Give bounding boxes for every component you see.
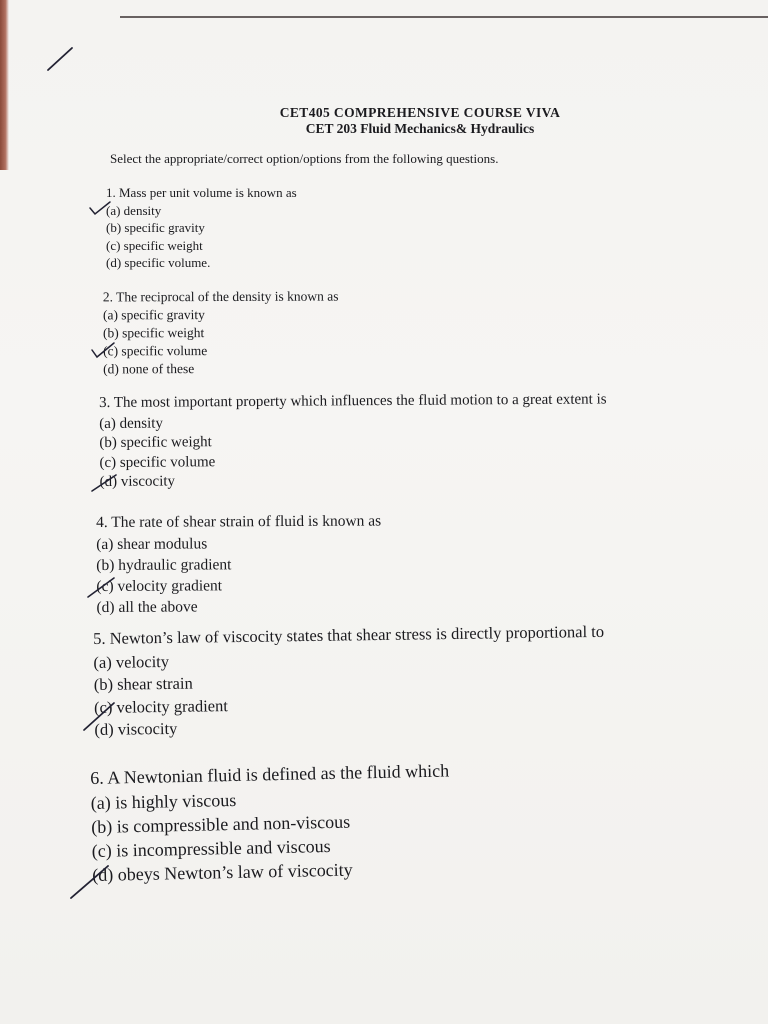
question-text: 4. The rate of shear strain of fluid is known as	[96, 512, 382, 531]
option-d: (d) specific volume.	[106, 255, 211, 270]
option-d: (d) none of these	[103, 361, 195, 377]
option-c: (c) specific volume	[99, 453, 216, 471]
question-text: 5. Newton’s law of viscocity states that shear stress is directly proportional to	[93, 621, 605, 648]
option-c: (c) is incompressible and viscous	[91, 835, 331, 861]
question-6	[90, 758, 451, 886]
option-d: (d) all the above	[96, 598, 198, 616]
option-d: (d) viscocity	[94, 718, 178, 739]
option-c: (c) velocity gradient	[93, 695, 229, 717]
option-a: (a) specific gravity	[102, 307, 205, 323]
option-d: (d) viscocity	[99, 473, 176, 490]
document-subtitle: CET 203 Fluid Mechanics& Hydraulics	[305, 121, 535, 136]
option-a: (a) shear modulus	[96, 535, 208, 553]
page-edge-left	[0, 0, 9, 170]
question-3	[99, 390, 607, 492]
instruction-text: Select the appropriate/correct option/options from the following questions.	[110, 151, 499, 166]
page-edge-top	[120, 16, 768, 18]
question-text: 6. A Newtonian fluid is defined as the fluid which	[90, 760, 450, 788]
option-c: (c) specific weight	[106, 237, 203, 253]
option-a: (a) velocity	[93, 651, 170, 672]
question-2	[103, 288, 339, 379]
question-text: 1. Mass per unit volume is known as	[106, 185, 297, 200]
question-text: 3. The most important property which influences the fluid motion to a great extent is	[99, 391, 607, 411]
option-a: (a) is highly viscous	[90, 789, 237, 813]
option-b: (b) is compressible and non-viscous	[91, 811, 351, 837]
pen-stroke-mark	[44, 44, 78, 74]
answer-check-mark-q3	[90, 473, 118, 495]
answer-check-mark-q1	[88, 200, 112, 218]
option-b: (b) specific weight	[99, 434, 212, 451]
answer-check-mark-q5	[82, 700, 116, 734]
answer-check-mark-q6	[68, 862, 110, 902]
option-a: (a) density	[99, 415, 163, 432]
question-4	[96, 511, 382, 618]
option-b: (b) hydraulic gradient	[96, 556, 232, 574]
option-b: (b) shear strain	[93, 673, 193, 694]
question-1	[106, 184, 297, 272]
option-c: (c) specific volume	[103, 343, 208, 359]
option-b: (b) specific weight	[102, 325, 205, 341]
document-title: CET405 COMPREHENSIVE COURSE VIVA	[279, 105, 561, 120]
answer-check-mark-q4	[86, 575, 116, 601]
question-text: 2. The reciprocal of the density is known as	[102, 288, 339, 305]
option-b: (b) specific gravity	[106, 220, 205, 235]
option-d: (d) obeys Newton’s law of viscocity	[92, 859, 353, 885]
option-c: (c) velocity gradient	[96, 577, 223, 595]
question-5	[93, 621, 605, 742]
answer-check-mark-q2	[90, 340, 116, 360]
option-a: (a) density	[106, 202, 162, 218]
